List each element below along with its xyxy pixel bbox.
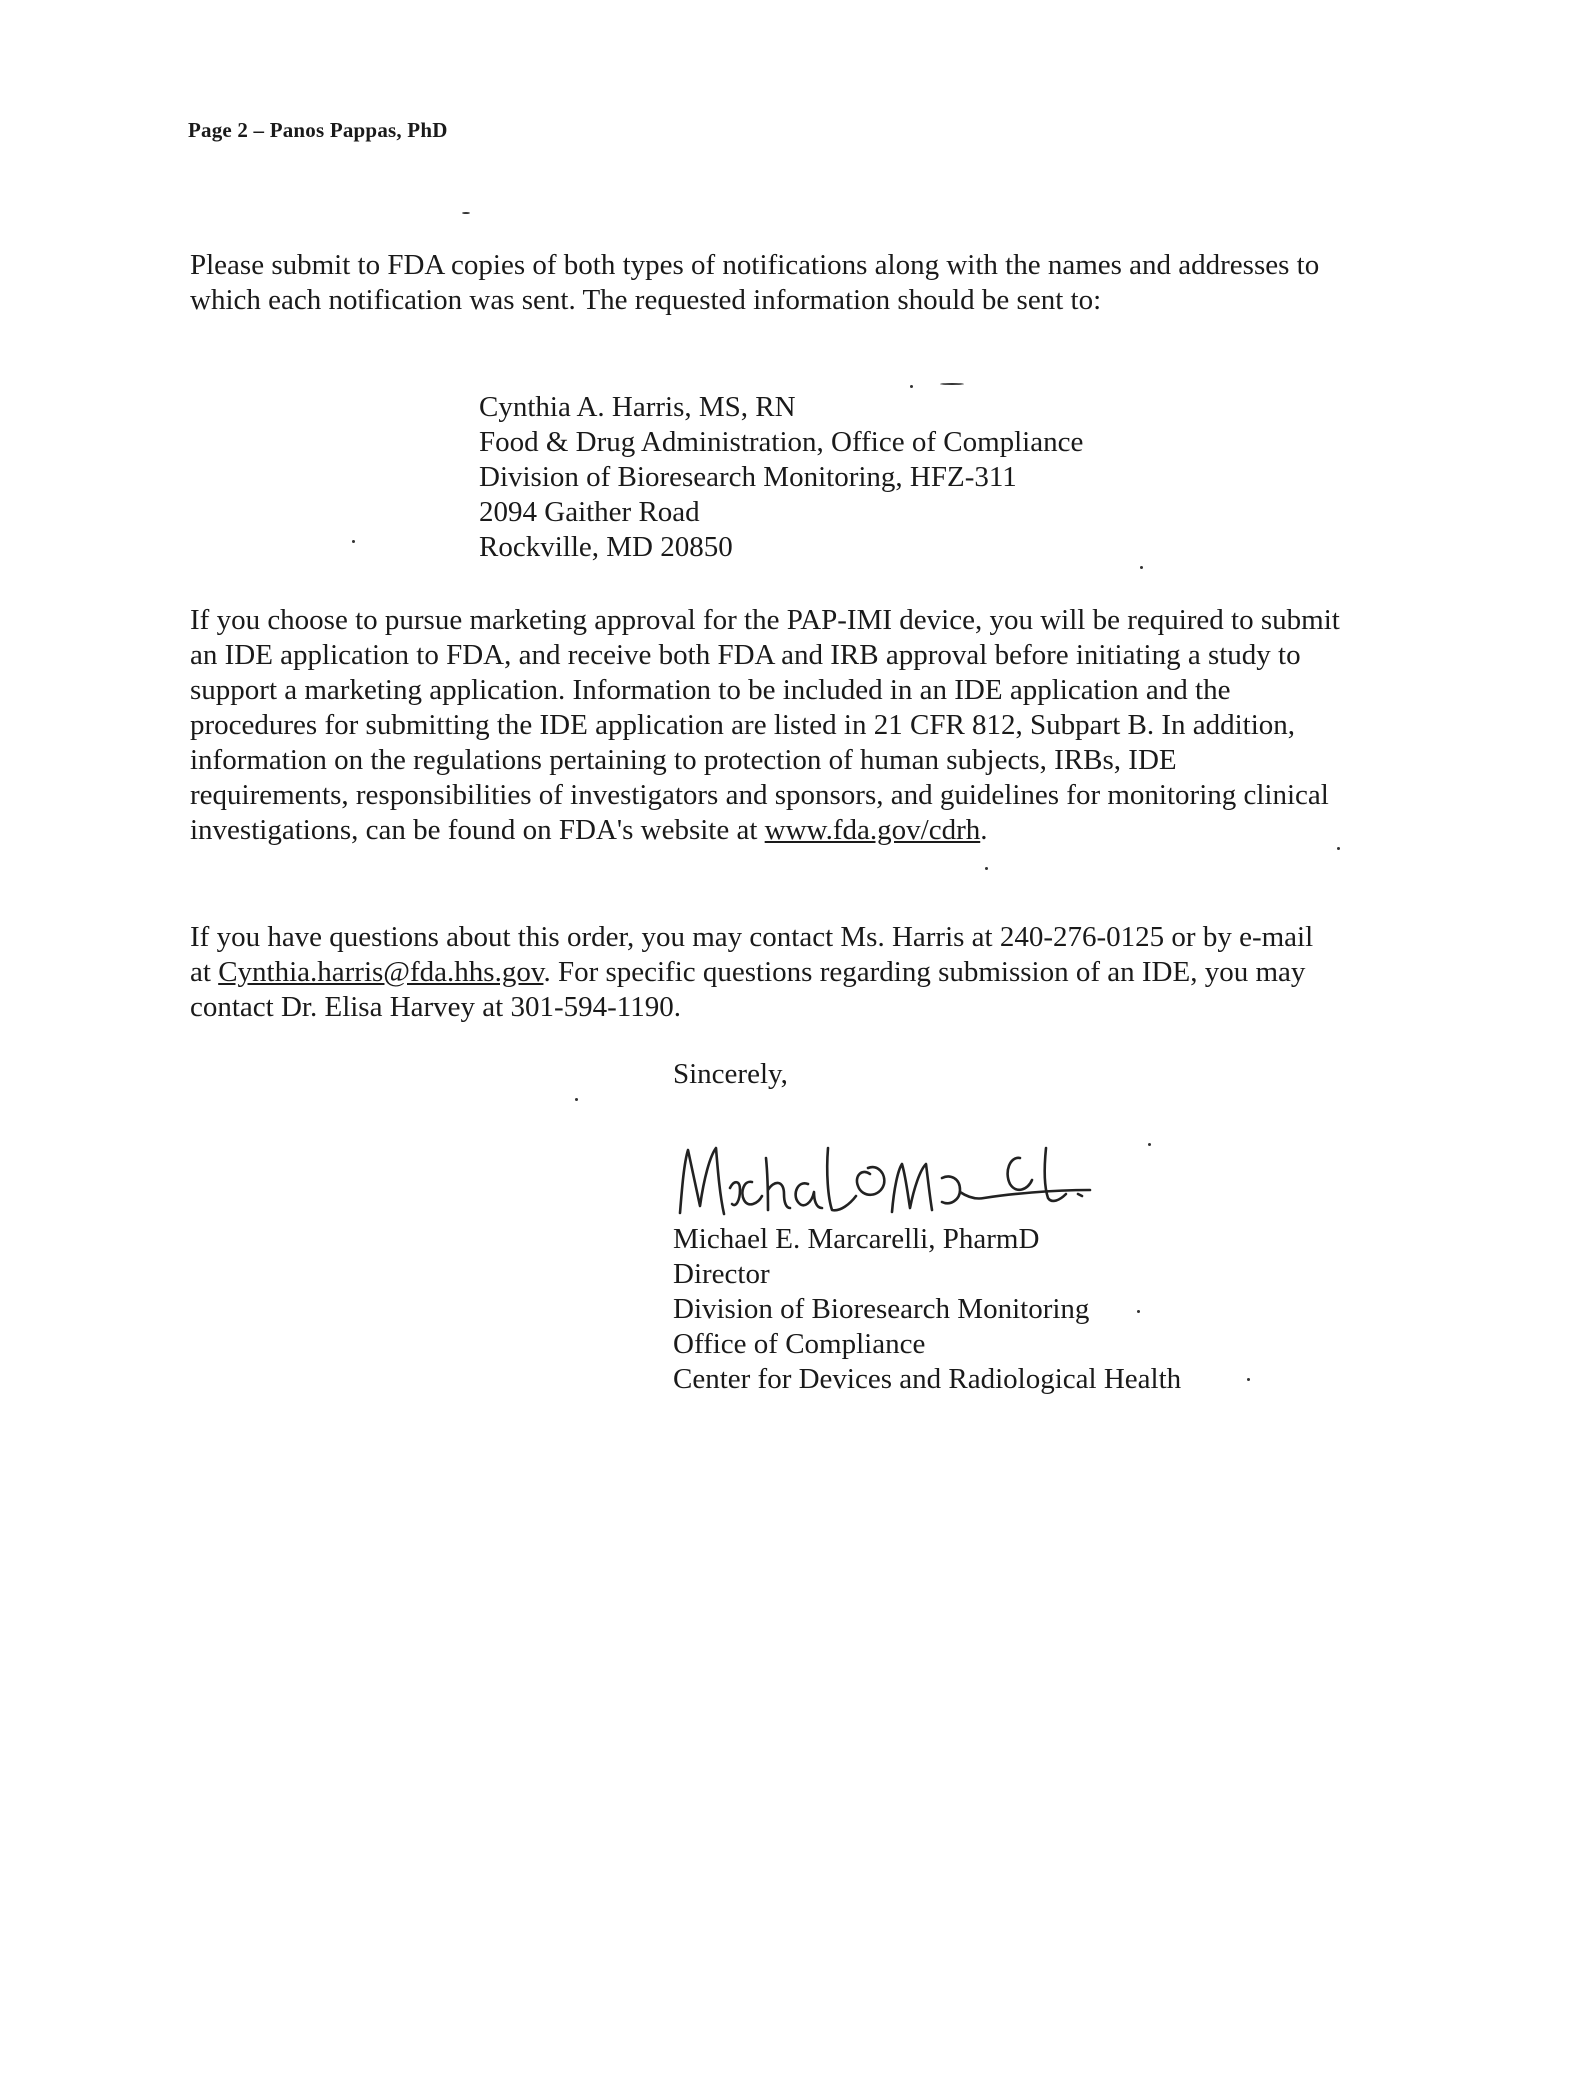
scan-speck: [910, 385, 913, 388]
paragraph-submission-request: Please submit to FDA copies of both types of notifications along with the names and addresses to which each notification was sent. The requested information should be sent to:: [190, 249, 1320, 316]
contact-address-block: [479, 390, 1083, 565]
signer-title: Director: [673, 1258, 770, 1290]
scan-speck: [1140, 566, 1143, 569]
scan-speck: [1148, 1143, 1151, 1146]
scan-speck: [575, 1098, 578, 1101]
handwritten-signature: [670, 1118, 1150, 1228]
address-line-agency: Food & Drug Administration, Office of Compliance: [479, 426, 1084, 458]
paragraph-contact-info: [190, 920, 1340, 1025]
paragraph-contact-text-2: . For specific questions regarding submission of an IDE, you may contact Dr. Elisa Harvey at 301-594-1190.: [190, 956, 1306, 1023]
address-line-street: 2094 Gaither Road: [479, 496, 700, 528]
signature-block: [673, 1222, 1181, 1397]
page-header: Page 2 – Panos Pappas, PhD: [188, 118, 448, 142]
signer-name: Michael E. Marcarelli, PharmD: [673, 1223, 1040, 1255]
address-line-city: Rockville, MD 20850: [479, 531, 733, 563]
scan-speck: [352, 540, 355, 543]
scan-speck: [1247, 1378, 1250, 1381]
scan-speck: [940, 383, 964, 385]
closing-salutation: Sincerely,: [673, 1058, 788, 1090]
address-line-name: Cynthia A. Harris, MS, RN: [479, 391, 796, 423]
paragraph-ide-text: If you choose to pursue marketing approval for the PAP-IMI device, you will be required to submit an IDE application to FDA, and receive both FDA and IRB approval before initiating a study to support a marketing application. Information to be included in an IDE application and the procedures for submitting the IDE application are listed in 21 CFR 812, Subpart B. In addition, information on the regulations pertaining to protection of human subjects, IRBs, IDE requirements, responsibilities of investigators and sponsors, and guidelines for monitoring clinical investigations, can be found on FDA's website at: [190, 604, 1340, 846]
paragraph-contact-text-1: If you have questions about this order, you may contact Ms. Harris at 240-276-0125 or by e-mail at: [190, 921, 1314, 988]
address-line-division: Division of Bioresearch Monitoring, HFZ-311: [479, 461, 1017, 493]
scan-speck: [1337, 847, 1340, 850]
scan-speck: [985, 867, 988, 870]
scan-speck: [462, 212, 470, 214]
scan-speck: [1137, 1310, 1140, 1313]
signer-office: Office of Compliance: [673, 1328, 926, 1360]
signer-center: Center for Devices and Radiological Health: [673, 1363, 1182, 1395]
signer-division: Division of Bioresearch Monitoring: [673, 1293, 1090, 1325]
paragraph-ide-requirements: [190, 603, 1340, 848]
email-link[interactable]: Cynthia.harris@fda.hhs.gov: [218, 956, 544, 988]
paragraph-ide-end: .: [980, 814, 988, 846]
fda-website-link[interactable]: www.fda.gov/cdrh: [764, 814, 981, 846]
